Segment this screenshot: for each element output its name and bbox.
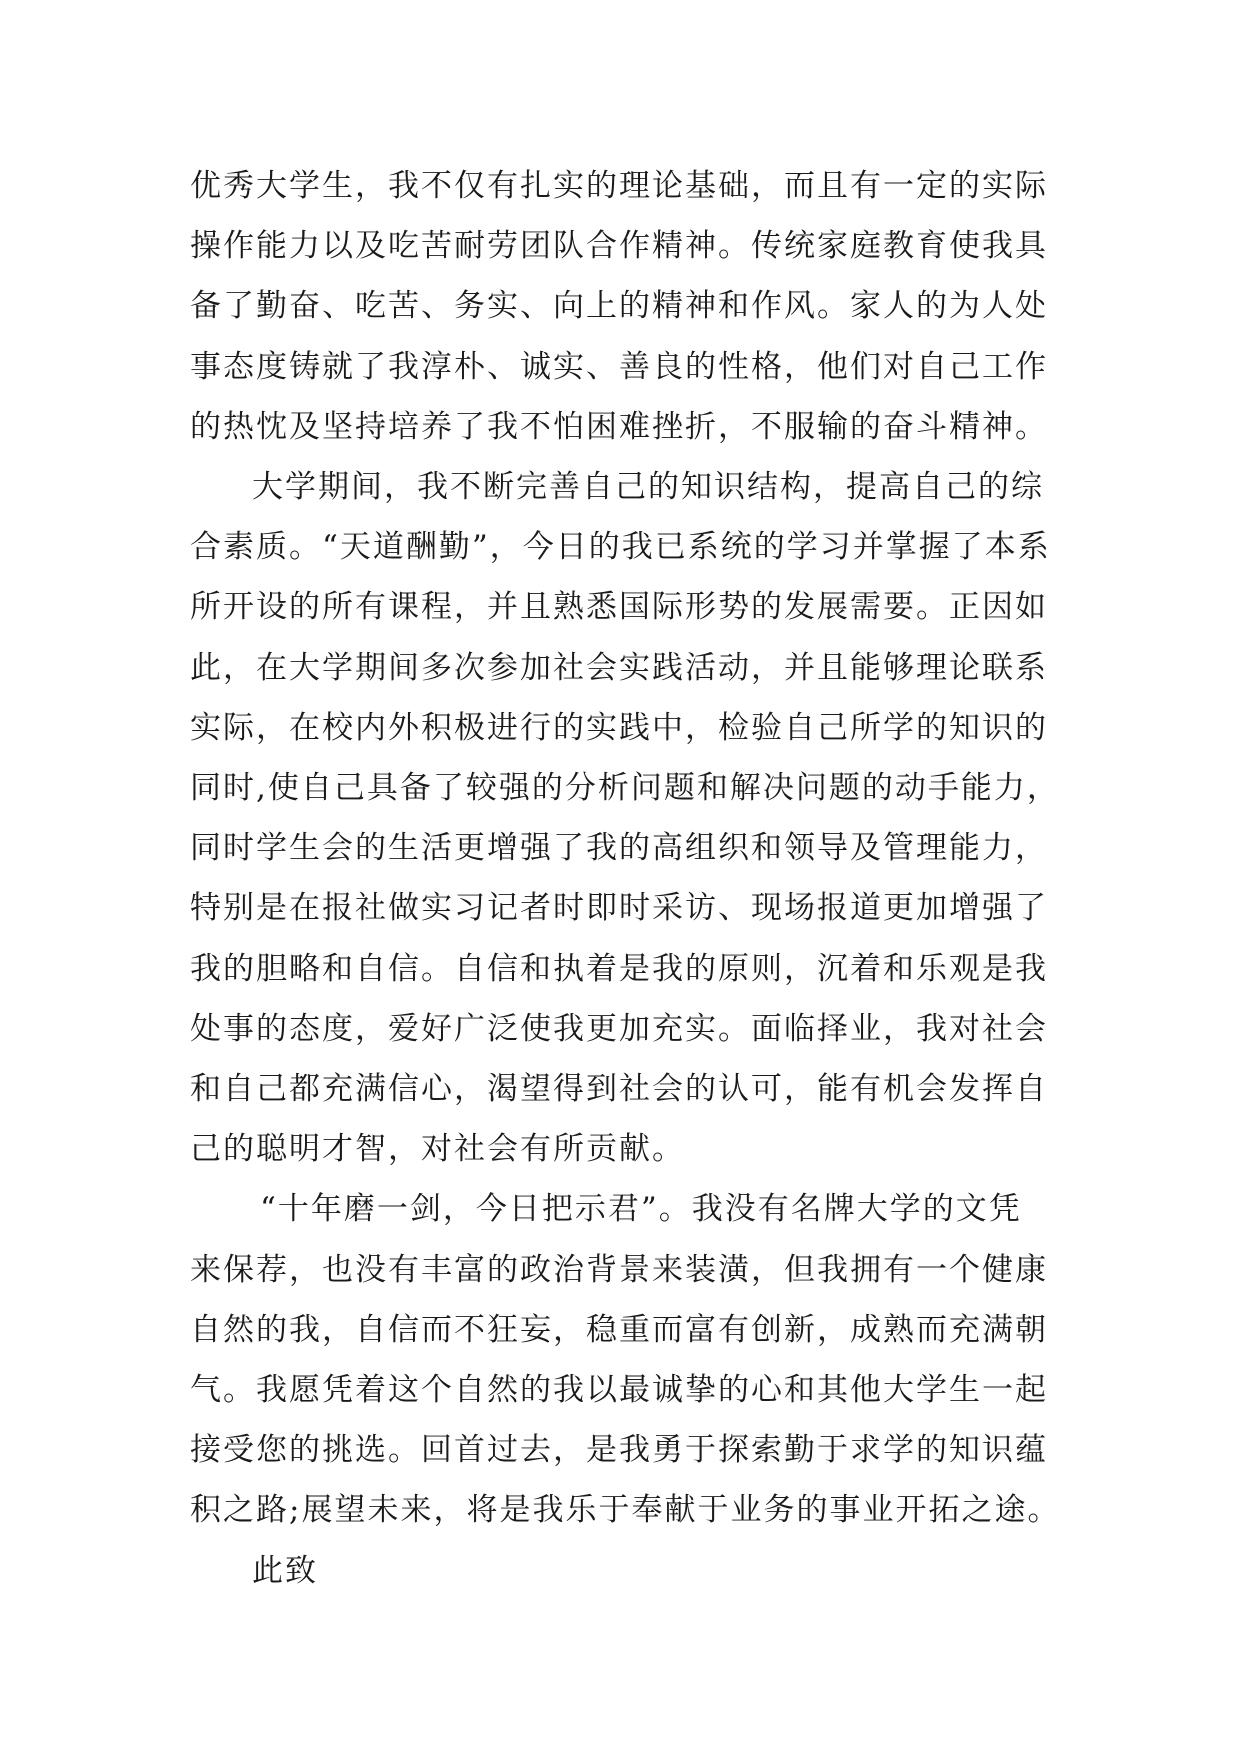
text-line: 处事的态度，爱好广泛使我更加充实。面临择业，我对社会 — [190, 1010, 1048, 1047]
text-line: 事态度铸就了我淳朴、诚实、善良的性格，他们对自己工作 — [190, 348, 1048, 385]
letter-body — [190, 156, 1061, 1601]
text-line: 的热忱及坚持培养了我不怕困难挫折，不服输的奋斗精神。 — [190, 408, 1048, 445]
text-line: 我的胆略和自信。自信和执着是我的原则，沉着和乐观是我 — [190, 950, 1048, 987]
text-line: 操作能力以及吃苦耐劳团队合作精神。传统家庭教育使我具 — [190, 228, 1048, 265]
text-line: 自然的我，自信而不狂妄，稳重而富有创新，成熟而充满朝 — [190, 1311, 1048, 1348]
text-line: 所开设的所有课程，并且熟悉国际形势的发展需要。正因如 — [190, 589, 1048, 626]
text-line: 气。我愿凭着这个自然的我以最诚挚的心和其他大学生一起 — [190, 1372, 1048, 1409]
text-line: 特别是在报社做实习记者时即时采访、现场报道更加增强了 — [190, 890, 1048, 927]
text-line: 同时学生会的生活更增强了我的高组织和领导及管理能力， — [190, 830, 1048, 867]
text-line: 优秀大学生，我不仅有扎实的理论基础，而且有一定的实际 — [190, 168, 1048, 204]
text-line: 此，在大学期间多次参加社会实践活动，并且能够理论联系 — [190, 649, 1048, 686]
text-line: 来保荐，也没有丰富的政治背景来装潢，但我拥有一个健康 — [190, 1251, 1048, 1288]
text-line: 己的聪明才智，对社会有所贡献。 — [190, 1131, 685, 1168]
text-line: 积之路;展望未来，将是我乐于奉献于业务的事业开拓之途。 — [190, 1492, 1061, 1529]
paragraph-start-line: “十年磨一剑，今日把示君”。我没有名牌大学的文凭 — [260, 1191, 1022, 1228]
text-line: 备了勤奋、吃苦、务实、向上的精神和作风。家人的为人处 — [190, 288, 1048, 325]
text-line: 接受您的挑选。回首过去，是我勇于探索勤于求学的知识蕴 — [190, 1432, 1048, 1469]
closing-salutation: 此致 — [252, 1552, 318, 1589]
text-line: 实际，在校内外积极进行的实践中，检验自己所学的知识的 — [190, 709, 1048, 746]
paragraph-start-line: 大学期间，我不断完善自己的知识结构，提高自己的综 — [252, 469, 1044, 506]
text-line: 同时,使自己具备了较强的分析问题和解决问题的动手能力， — [190, 770, 1060, 807]
text-line: 合素质。“天道酬勤”，今日的我已系统的学习并掌握了本系 — [190, 529, 1051, 566]
text-line: 和自己都充满信心，渴望得到社会的认可，能有机会发挥自 — [190, 1071, 1048, 1108]
